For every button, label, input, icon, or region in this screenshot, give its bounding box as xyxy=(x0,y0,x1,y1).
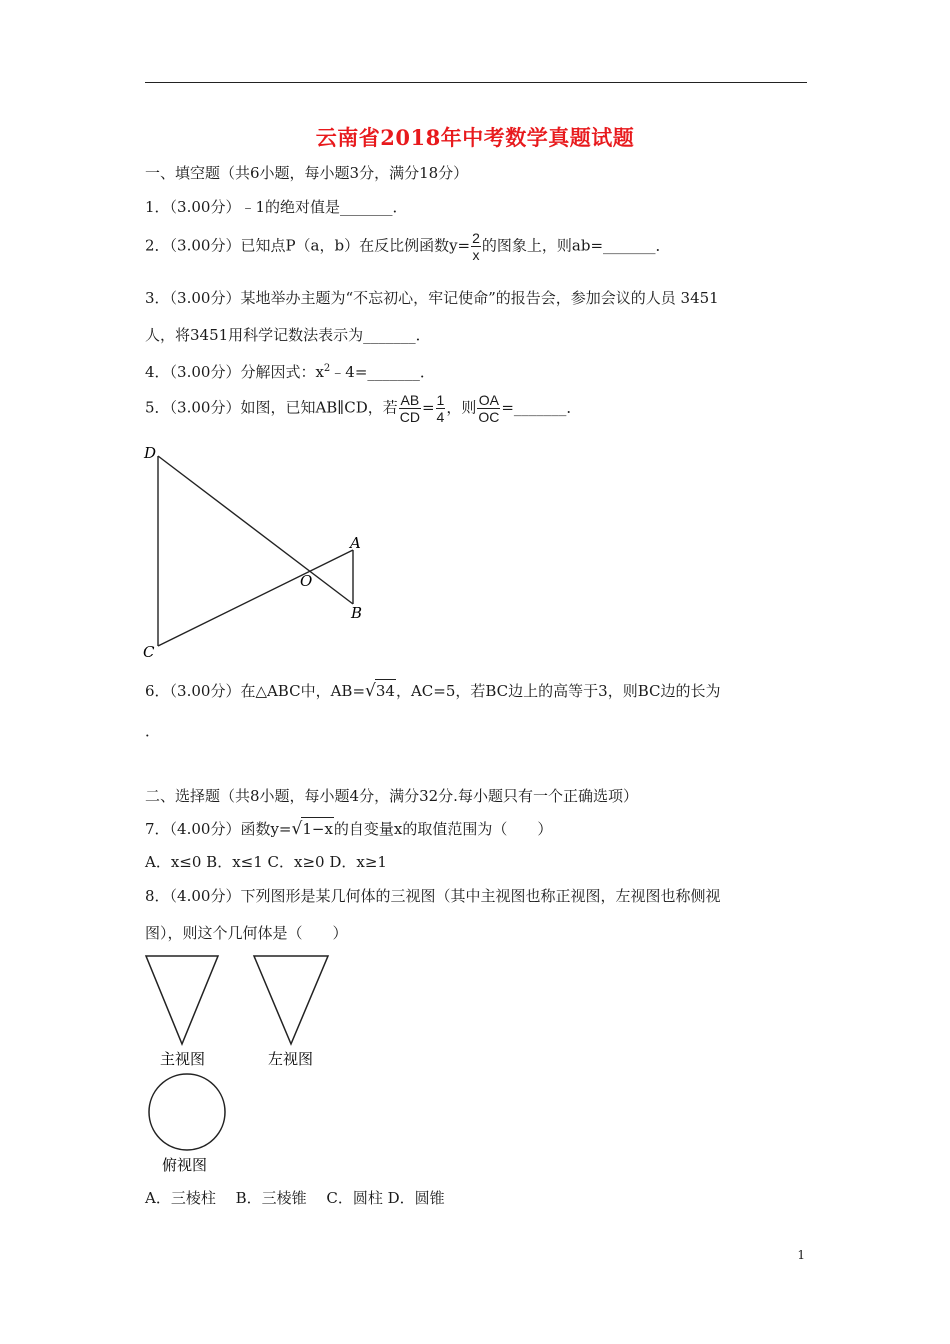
sqrt-symbol: √ xyxy=(365,681,376,701)
q5-geometry-figure xyxy=(140,442,380,662)
q2-fraction-numerator: 2 xyxy=(472,230,480,246)
q2-fraction-denominator: x xyxy=(472,247,480,263)
three-views-figure xyxy=(140,950,340,1180)
q2-text-before: 2．（3.00分）已知点P（a，b）在反比例函数y= xyxy=(145,236,471,255)
q4-exponent: 2 xyxy=(323,363,331,374)
q5-fraction-oa-oc xyxy=(477,392,500,425)
question-8-options: A．三棱柱 B．三棱锥 C．圆柱 D．圆锥 xyxy=(145,1189,445,1207)
label-c: C xyxy=(143,643,155,661)
q5-text-after: =_______． xyxy=(501,398,582,417)
q2-fraction xyxy=(471,230,481,263)
label-o: O xyxy=(300,572,313,590)
front-view-label: 主视图 xyxy=(160,1050,206,1068)
top-view-label: 俯视图 xyxy=(162,1156,208,1174)
top-view-circle xyxy=(149,1074,225,1150)
section-1-heading: 一、填空题（共6小题，每小题3分，满分18分） xyxy=(145,164,469,182)
q7-text-before: 7．（4.00分）函数y= xyxy=(145,820,292,838)
q5-text-mid: ，则 xyxy=(446,398,477,417)
question-6 xyxy=(145,679,720,702)
question-3-line-2: 人，将3451用科学记数法表示为_______． xyxy=(145,326,431,344)
label-a: A xyxy=(350,534,361,552)
page-title: 云南省2018年中考数学真题试题 xyxy=(315,125,635,150)
q5-fraction-one-quarter xyxy=(436,392,446,425)
q7-radicand: 1−x xyxy=(301,817,334,840)
question-6-line-2: ． xyxy=(145,722,161,740)
question-8-line-2: 图），则这个几何体是（ ） xyxy=(145,924,348,942)
q2-text-after: 的图象上，则ab=_______． xyxy=(481,236,671,255)
q5-fraction-3-numerator: OA xyxy=(478,392,499,408)
q6-radicand: 34 xyxy=(375,679,396,702)
label-b: B xyxy=(351,604,363,622)
q5-fraction-1-denominator: CD xyxy=(399,409,420,425)
q4-text-before: 4．（3.00分）分解因式：x xyxy=(145,363,324,381)
header-rule xyxy=(145,82,807,83)
question-7-options: A．x≤0 B．x≤1 C．x≥0 D．x≥1 xyxy=(145,853,387,871)
page-number: 1 xyxy=(797,1248,805,1262)
label-d: D xyxy=(144,444,157,462)
question-4 xyxy=(145,358,435,383)
side-view-label: 左视图 xyxy=(268,1050,314,1068)
q4-text-after: ﹣4=_______． xyxy=(330,363,435,381)
segment-ca xyxy=(158,550,353,646)
segment-db xyxy=(158,456,353,604)
q5-fraction-3-denominator: OC xyxy=(478,409,500,425)
question-1: 1．（3.00分）﹣1的绝对值是_______． xyxy=(145,198,408,216)
q5-fraction-2-numerator: 1 xyxy=(436,392,445,408)
q5-fraction-1-numerator: AB xyxy=(400,392,420,408)
q5-fraction-ab-cd xyxy=(399,392,421,425)
q6-text-after: ，AC=5，若BC边上的高等于3，则BC边的长为 xyxy=(395,682,721,700)
question-2 xyxy=(145,230,671,263)
question-5 xyxy=(145,392,581,425)
q5-equals: = xyxy=(421,398,435,417)
q5-text-before: 5．（3.00分）如图，已知AB∥CD，若 xyxy=(145,398,398,417)
q7-text-after: 的自变量x的取值范围为（ ） xyxy=(333,820,553,838)
sqrt-symbol: √ xyxy=(291,819,303,839)
front-view-triangle xyxy=(146,956,218,1044)
q6-text-before: 6．（3.00分）在△ABC中，AB= xyxy=(145,682,366,700)
q5-fraction-2-denominator: 4 xyxy=(436,409,445,425)
question-3-line-1: 3．（3.00分）某地举办主题为“不忘初心，牢记使命”的报告会，参加会议的人员 3451 xyxy=(145,289,719,307)
side-view-triangle xyxy=(254,956,328,1044)
question-7 xyxy=(145,817,552,840)
section-2-heading: 二、选择题（共8小题，每小题4分，满分32分.每小题只有一个正确选项） xyxy=(145,787,638,805)
question-8-line-1: 8．（4.00分）下列图形是某几何体的三视图（其中主视图也称正视图，左视图也称侧视 xyxy=(145,887,721,905)
